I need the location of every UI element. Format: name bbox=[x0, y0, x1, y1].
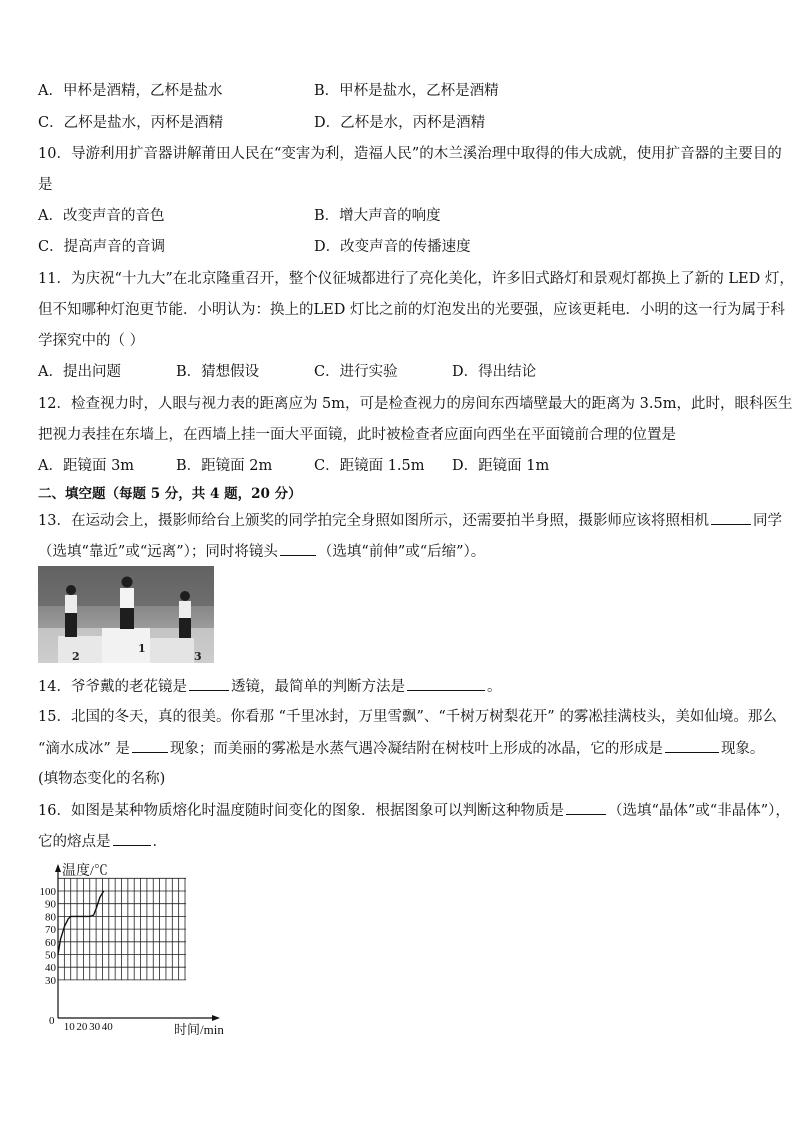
q16-text-c: 它的熔点是 bbox=[38, 834, 111, 850]
q16-text-d: ． bbox=[152, 834, 167, 850]
q15-stem-line2 bbox=[38, 738, 764, 759]
q15-text-a: “滴水成冰” 是 bbox=[38, 741, 130, 757]
section-heading: 二、填空题（每题 5 分，共 4 题，20 分） bbox=[38, 486, 302, 502]
q11-stem-line2: 但不知哪种灯泡更节能．小明认为：换上的LED 灯比之前的灯泡发出的光要强，应该更耗电．小明的这一行为属于科 bbox=[38, 302, 785, 318]
q15-stem-line1: 15．北国的冬天，真的很美。你看那 “千里冰封，万里雪飘”、“千树万树梨花开” 的雾凇挂满枝头，美如仙境。那么 bbox=[38, 709, 777, 725]
x-axis-label: 时间/min bbox=[174, 1022, 224, 1037]
q16-blank-1[interactable] bbox=[566, 800, 606, 815]
x-axis-arrow bbox=[212, 1015, 220, 1021]
x-tick-label: 10 bbox=[63, 1021, 75, 1033]
q14-text-a: 14．爷爷戴的老花镜是 bbox=[38, 679, 187, 695]
q14-text-b: 透镜，最简单的判断方法是 bbox=[230, 679, 405, 695]
q12-option-d: D．距镜面 1m bbox=[452, 458, 550, 474]
q10-option-a: A．改变声音的音色 bbox=[38, 208, 165, 224]
y-tick-label: 70 bbox=[45, 924, 56, 937]
q9-option-c: C．乙杯是盐水，丙杯是酒精 bbox=[38, 115, 224, 131]
y-tick-label: 90 bbox=[45, 898, 56, 911]
temperature-curve bbox=[58, 891, 104, 955]
q10-option-d: D．改变声音的传播速度 bbox=[314, 239, 471, 255]
q9-option-b: B．甲杯是盐水，乙杯是酒精 bbox=[314, 83, 499, 99]
q12-stem-line2: 把视力表挂在东墙上，在西墙上挂一面大平面镜，此时被检查者应面向西坐在平面镜前合理的位置是 bbox=[38, 427, 676, 443]
origin-label: 0 bbox=[49, 1015, 55, 1027]
q15-blank-1[interactable] bbox=[132, 738, 168, 753]
q15-text-b: 现象；而美丽的雾凇是水蒸气遇冷凝结附在树枝叶上形成的冰晶，它的形成是 bbox=[169, 741, 663, 757]
q16-stem-line2 bbox=[38, 831, 167, 852]
chart-svg bbox=[34, 858, 254, 1040]
x-tick-label: 40 bbox=[101, 1021, 113, 1033]
y-tick-label: 40 bbox=[45, 962, 56, 975]
q11-option-a: A．提出问题 bbox=[38, 364, 121, 380]
x-tick-label: 20 bbox=[76, 1021, 88, 1033]
q13-blank-1[interactable] bbox=[711, 510, 751, 525]
q13-text-d: （选填“前伸”或“后缩”）。 bbox=[317, 544, 486, 560]
y-axis-arrow bbox=[55, 864, 61, 872]
y-tick-label: 100 bbox=[39, 886, 56, 898]
y-tick-label: 30 bbox=[45, 974, 56, 987]
q11-option-c: C．进行实验 bbox=[314, 364, 398, 380]
q16-text-a: 16．如图是某种物质熔化时温度随时间变化的图象．根据图象可以判断这种物质是 bbox=[38, 803, 564, 819]
q13-blank-2[interactable] bbox=[280, 541, 316, 556]
q10-option-b: B．增大声音的响度 bbox=[314, 208, 441, 224]
podium-label-2: 2 bbox=[72, 650, 80, 663]
melting-curve-chart bbox=[34, 858, 254, 1040]
x-tick-label: 30 bbox=[89, 1021, 101, 1033]
q15-text-c: 现象。 bbox=[720, 741, 765, 757]
q9-option-a: A．甲杯是酒精，乙杯是盐水 bbox=[38, 83, 223, 99]
q12-option-c: C．距镜面 1.5m bbox=[314, 458, 425, 474]
q14-blank-1[interactable] bbox=[189, 676, 229, 691]
q13-text-a: 13．在运动会上，摄影师给台上颁奖的同学拍完全身照如图所示，还需要拍半身照，摄影师应该将照相机 bbox=[38, 513, 709, 529]
q14-stem bbox=[38, 676, 501, 697]
q14-text-c: 。 bbox=[486, 679, 502, 695]
q12-option-a: A．距镜面 3m bbox=[38, 458, 135, 474]
q10-stem-line1: 10．导游利用扩音器讲解莆田人民在“变害为利，造福人民”的木兰溪治理中取得的伟大成就，使用扩音器的主要目的 bbox=[38, 146, 782, 162]
q13-stem-line1 bbox=[38, 510, 782, 531]
q16-blank-2[interactable] bbox=[113, 831, 151, 846]
q11-stem-line3: 学探究中的（ ） bbox=[38, 333, 145, 349]
q10-stem-line2: 是 bbox=[38, 177, 53, 193]
q10-option-c: C．提高声音的音调 bbox=[38, 239, 166, 255]
q15-stem-line3: (填物态变化的名称) bbox=[38, 771, 166, 787]
award-ceremony-photo bbox=[38, 566, 214, 663]
y-axis-label: 温度/℃ bbox=[62, 864, 108, 879]
y-tick-label: 80 bbox=[45, 911, 56, 924]
q9-option-d: D．乙杯是水，丙杯是酒精 bbox=[314, 115, 486, 131]
q14-blank-2[interactable] bbox=[407, 676, 485, 691]
q11-option-d: D．得出结论 bbox=[452, 364, 537, 380]
q13-stem-line2 bbox=[38, 541, 485, 562]
y-tick-label: 50 bbox=[45, 949, 56, 962]
q13-text-c: （选填“靠近”或“远离”）；同时将镜头 bbox=[38, 544, 278, 560]
q13-text-b: 同学 bbox=[752, 513, 782, 529]
q11-stem-line1: 11．为庆祝“十九大”在北京隆重召开，整个仪征城都进行了亮化美化，许多旧式路灯和景观灯都换上了新的 LED 灯， bbox=[38, 271, 794, 287]
q16-stem-line1 bbox=[38, 800, 790, 821]
q12-stem-line1: 12．检查视力时，人眼与视力表的距离应为 5m，可是检查视力的房间东西墙壁最大的距离为 3.5m，此时，眼科医生 bbox=[38, 396, 793, 412]
q16-text-b: （选填“晶体”或“非晶体”）， bbox=[607, 803, 790, 819]
podium-label-3: 3 bbox=[194, 650, 202, 663]
q12-option-b: B．距镜面 2m bbox=[176, 458, 273, 474]
q15-blank-2[interactable] bbox=[665, 738, 719, 753]
q11-option-b: B．猜想假设 bbox=[176, 364, 260, 380]
podium-label-1: 1 bbox=[138, 642, 146, 655]
y-tick-label: 60 bbox=[45, 936, 56, 949]
